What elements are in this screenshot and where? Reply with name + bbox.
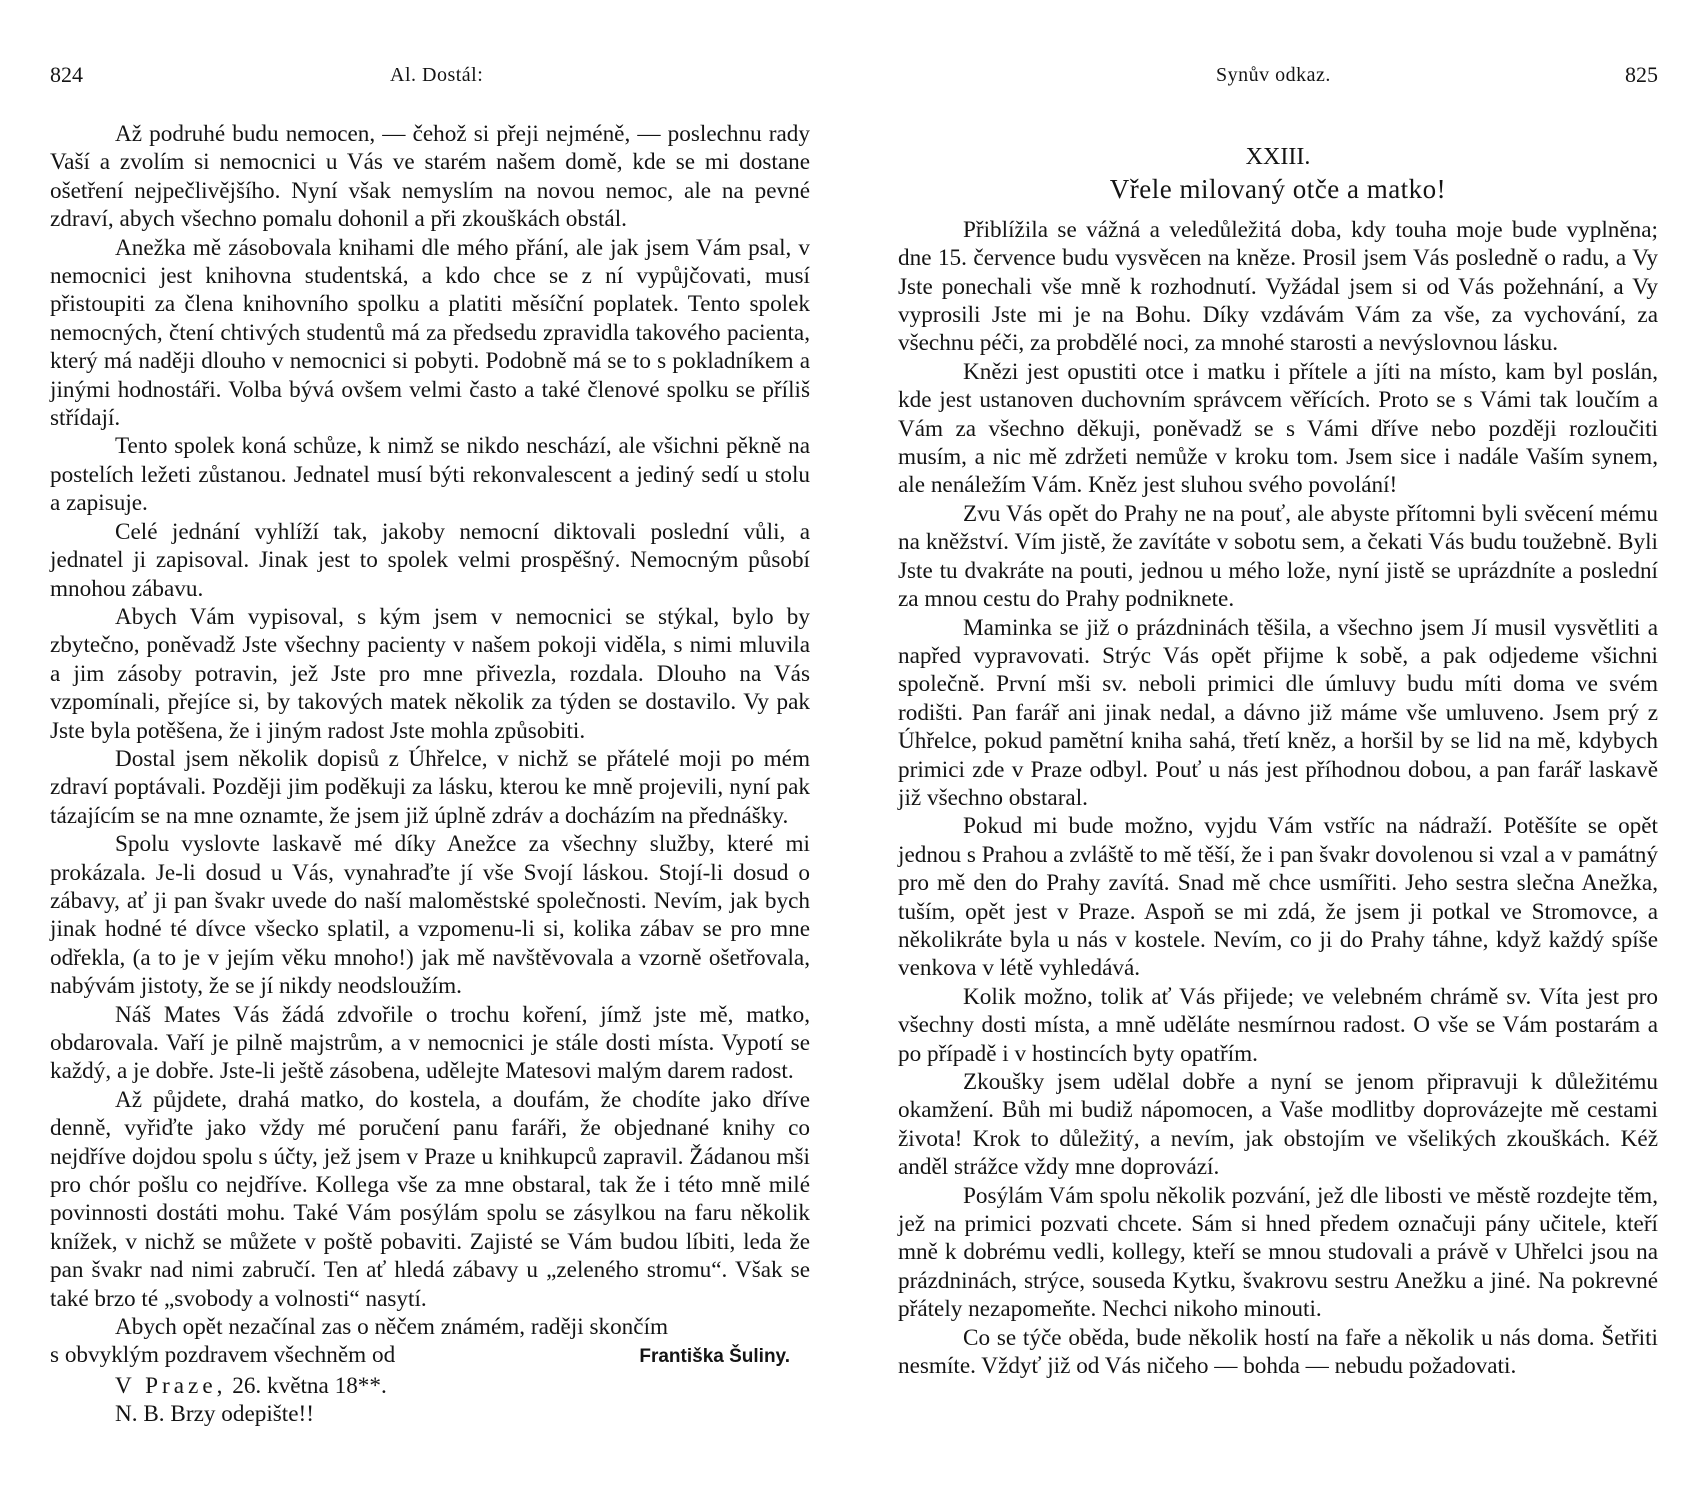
paragraph: Celé jednání vyhlíží tak, jakoby nemocní diktovali poslední vůli, a jednatel ji zapisoval. Jinak jest to spolek velmi prospěšný. Nemocným působí mnohou zábavu. — [50, 518, 810, 602]
closing-line — [50, 1341, 810, 1371]
paragraph: Knězi jest opustiti otce i matku i přítele a jíti na místo, kam byl poslán, kde jest ustanoven duchovním správcem věřících. Proto se s Vámi tak loučím a Vám za všechno děkuji, poněvadž se s Vámi dříve nebo později rozloučiti musím, a nic mě zdržeti nemůže v kroku tom. Jsem sice i nadále Vaším synem, ale nenáležím Vám. Kněz jest sluhou svého povolání! — [898, 358, 1658, 499]
running-head: Synův odkaz. — [1216, 64, 1331, 86]
page-number: 824 — [50, 62, 83, 87]
right-page — [898, 0, 1658, 1500]
paragraph: Abych opět nezačínal zas o něčem známém, raději skončím — [115, 1314, 669, 1341]
paragraph: Tento spolek koná schůze, k nimž se nikdo neschází, ale všichni pěkně na postelích ležeti zůstanou. Jednatel musí býti rekonvalescent a jediný sedí u stolu a zapisuje. — [50, 433, 810, 517]
postscript: N. B. Brzy odepište!! — [115, 1401, 314, 1428]
closing-text: s obvyklým pozdravem všechněm od — [50, 1342, 396, 1369]
paragraph: Abych Vám vypisoval, s kým jsem v nemocnici se stýkal, bylo by zbytečno, poněvadž Jste všechny pacienty v našem pokoji viděla, s nimi mluvila a jim zásoby potravin, jež Jste pro mne přivezla, rozdala. Dlouho na Vás vzpomínali, přejíce si, by takových matek několik za týden se dostavilo. Vy pak Jste byla potěšena, že i jiným radost Jste mohla způsobiti. — [50, 603, 810, 744]
paragraph: Až půjdete, drahá matko, do kostela, a doufám, že chodíte jako dříve denně, vyřiďte jako vždy mé poručení panu faráři, že objednané knihy co nejdříve dojdou spolu s účty, jež jsem v Praze u knihkupců zapravil. Žádanou mši pro chór pošlu co nejdříve. Kollega vše za mne obstaral, tak že i této mně milé povinnosti dostáti mohu. Také Vám posýlám spolu se zásylkou na faru několik knížek, v nichž se můžete v poště pobaviti. Zajisté se Vám budou líbiti, leda že pan švakr nad nimi zabručí. Ten ať hledá zábavy u „zeleného stromu“. Však se také brzo té „svobody a volnosti“ nasytí. — [50, 1086, 810, 1312]
page-number: 825 — [1625, 62, 1658, 87]
date-line — [50, 1372, 810, 1400]
left-page-body — [50, 120, 810, 1429]
paragraph: Až podruhé budu nemocen, — čehož si přeji nejméně, — poslechnu rady Vaší a zvolím si nemocnici u Vás ve starém našem domě, kde se mi dostane ošetření nejpečlivějšího. Nyní však nemyslím na novou nemoc, ale na pevné zdraví, abych všechno pomalu dohonil a při zkouškách obstál. — [50, 121, 810, 233]
chapter-number: XXIII. — [1245, 144, 1311, 170]
paragraph: Zvu Vás opět do Prahy ne na pouť, ale abyste přítomni byli svěcení mému na kněžství. Vím jistě, že zavítáte v sobotu sem, a čekati Vás budu toužebně. Byli Jste tu dvakráte na pouti, jednou u mého lože, nyní jistě se uprázdníte a poslední za mnou cestu do Prahy podniknete. — [898, 500, 1658, 613]
right-page-body — [898, 143, 1658, 1380]
paragraph: Zkoušky jsem udělal dobře a nyní se jenom připravuji k důležitému okamžení. Bůh mi budiž nápomocen, a Vaše modlitby doprovázejte mě cestami života! Krok to důležitý, a nevím, jak obstojím ve všelikých zkouškách. Kéž anděl strážce vždy mne doprovází. — [898, 1069, 1658, 1181]
letter-salutation: Vřele milovaný otče a matko! — [1109, 174, 1447, 205]
paragraph: Přiblížila se vážná a veledůležitá doba, kdy touha moje bude vyplněna; dne 15. července budu vysvěcen na kněze. Prosil jsem Vás posledně o radu, a Vy Jste ponechali vše mně k rozhodnutí. Vyžádal jsem si od Vás požehnání, a Vy vyprosili Jste mi je na Bohu. Díky vzdávám Vám za vše, za vychování, za všechnu péči, za probdělé noci, za mnohé starosti a nevýslovnou lásku. — [898, 216, 1658, 357]
paragraph: Co se týče oběda, bude několik hostí na faře a několik u nás doma. Šetřiti nesmíte. Vždyť již od Vás ničeho — bohda — nebudu požadovati. — [898, 1324, 1658, 1380]
paragraph: Dostal jsem několik dopisů z Úhřelce, v nichž se přátelé moji po mém zdraví poptávali. Později jim poděkuji za lásku, kterou ke mně projevili, nyní pak tázajícím se na mne oznamte, že jsem již úplně zdráv a docházím na přednášky. — [50, 745, 810, 829]
right-page-header — [898, 62, 1658, 96]
paragraph: Anežka mě zásobovala knihami dle mého přání, ale jak jsem Vám psal, v nemocnici jest knihovna studentská, a kdo chce se z ní vypůjčovati, musí přistoupiti za člena knihovního spolku a platiti měsíční poplatek. Tento spolek nemocných, čtení chtivých studentů má za předsedu zpravidla takového pacienta, který má naději dlouho v nemocnici si pobyti. Podobně má se to s pokladníkem a jinými hodnostáři. Volba bývá ovšem velmi často a také členové spolku se příliš střídají. — [50, 234, 810, 432]
running-head: Al. Dostál: — [390, 64, 484, 86]
date-place: V Praze, — [115, 1372, 227, 1399]
paragraph: Náš Mates Vás žádá zdvořile o trochu koření, jímž jste mě, matko, obdarovala. Vaří je pilně majstrům, a v nemocnici je stále dosti místa. Vypotí se každý, a je dobře. Jste-li ještě zásobena, udělejte Matesovi malým darem radost. — [50, 1001, 810, 1085]
paragraph: Posýlám Vám spolu několik pozvání, jež dle libosti ve městě rozdejte těm, jež na primici pozvati chcete. Sám si hned předem označuji pány učitele, kteří mně k dobrému vedli, kollegy, kteří se mnou studovali a právě v Uhřelci jsou na prázdninách, strýce, souseda Kytku, švakrovu sestru Anežku a jiné. Na pokrevné přátely nezapomeňte. Nechci nikoho minouti. — [898, 1182, 1658, 1323]
paragraph: Maminka se již o prázdninách těšila, a všechno jsem Jí musil vysvětliti a napřed vypravovati. Strýc Vás opět přijme k sobě, a pak odjedeme všichni společně. První mši sv. neboli primici dle úmluvy budu míti doma ve svém rodišti. Pan farář ani jinak nedal, a dávno již máme vše umluveno. Jsem prý z Úhřelce, pokud pamětní kniha sahá, třetí kněz, a horšil by se lid na mě, kdybych primici zde v Praze odbyl. Pouť u nás jest příhodnou dobou, a pan farář laskavě již všechno obstaral. — [898, 614, 1658, 811]
left-page — [50, 0, 810, 1500]
paragraph: Spolu vyslovte laskavě mé díky Anežce za všechny služby, které mi prokázala. Je-li dosud u Vás, vynahraďte jí vše Svojí láskou. Stojí-li dosud o zábavy, ať ji pan švakr uvede do naší maloměstské společnosti. Nevím, jak bych jinak hodné té dívce všecko splatil, a vzpomenu-li si, kolika zábav se pro mne odřekla, (a to je v jejím věku mnoho!) jak mě navštěvovala a vzorně ošetřovala, nabývám jistoty, že se jí nikdy neodsloužím. — [50, 831, 810, 1000]
paragraph: Pokud mi bude možno, vyjdu Vám vstříc na nádraží. Potěšíte se opět jednou s Prahou a zvláště to mě těší, že i pan švakr dovolenou si vzal a v památný pro mě den do Prahy zavítá. Snad mě chce usmířiti. Jeho sestra slečna Anežka, tuším, opět jest v Praze. Aspoň se mi zdá, že jsem ji potkal ve Stromovce, a několikráte byla u nás v kostele. Nevím, co ji do Prahy táhne, když každý spíše venkova v létě vyhledává. — [898, 813, 1658, 982]
signature: Františka Šuliny. — [639, 1346, 790, 1368]
date-rest: 26. května 18**. — [232, 1372, 387, 1399]
paragraph: Kolik možno, tolik ať Vás přijede; ve velebném chrámě sv. Víta jest pro všechny dosti místa, a mně uděláte nesmírnou radost. O vše se Vám postarám a po případě i v hostincích byty opatřím. — [898, 983, 1658, 1067]
left-page-header — [50, 62, 810, 96]
